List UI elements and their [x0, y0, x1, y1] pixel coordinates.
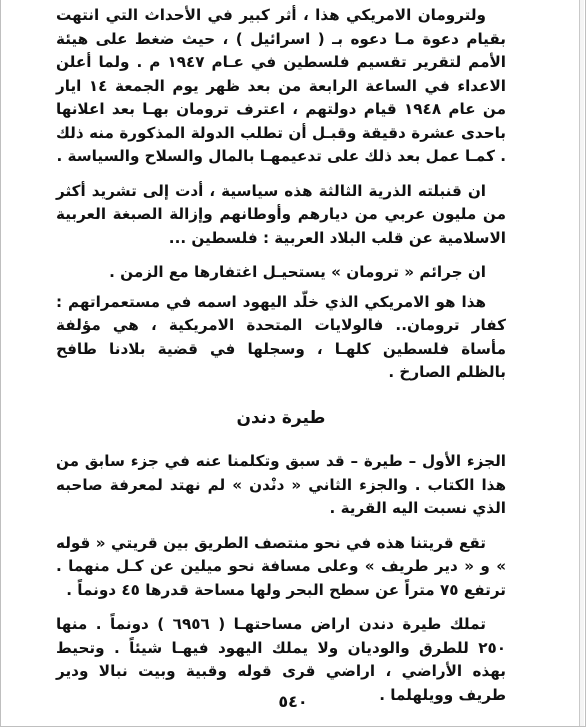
paragraph-truman-role: ولترومان الامريكي هذا ، أثر كبير في الأحداث التي انتهت بقيام دعوة مـا دعوه بـ ( اسرائيل ) ، حيث ضغط على هيئة الأمم لتقرير تقسيم فلسطين في عـام ١٩٤٧ م . ولما أعلن الاعداء في الساعة الرابعة من بعد ظهر يوم الجمعة ١٤ ايار من عام ١٩٤٨ قيام دولتهم ، اعترف ترومان بهـا بعد اعلانها باحدى عشرة دقيقة وقبـل أن تطلب الدولة المذكورة منه ذلك . كمـا عمل بعد ذلك على تدعيمهـا بالمال والسلاح والسياسة .	[56, 6, 506, 165]
paragraph-lands: تملك طيرة دندن اراض مساحتهـا ( ٦٩٥٦ ) دونماً . منها ٢٥٠ للطرق والوديان ولا يملك اليهود فيهـا شيئاً . وتحيط بهذه الأراضي ، اراضي قرى قوله وقبية وبيت نبالا ودير طريف وويلهلما .	[56, 615, 506, 704]
scrollbar-edge[interactable]	[579, 0, 584, 726]
section-heading: طيرة دندن	[236, 407, 326, 428]
paragraph-third-bomb: ان قنبلته الذرية الثالثة هذه سياسية ، أدت إلى تشريد أكثر من مليون عربي من ديارهم وأوطانهم وإزالة الصبغة العربية الاسلامية عن قلب البلاد العربية : فلسطين ...	[56, 181, 506, 247]
page-number: ٥٤٠	[278, 692, 308, 711]
document-page	[56, 4, 506, 718]
paragraph-truman-crimes: ان جرائم « ترومان » يستحيـل اغتفارها مع الزمن .	[109, 263, 486, 281]
paragraph-name-origin: الجزء الأول – طيرة – قد سبق وتكلمنا عنه في جزء سابق من هذا الكتاب . والجزء الثاني « دنْدن » لم نهتد لمعرفة صاحبه الذي نسبت اليه القرية .	[56, 452, 506, 517]
paragraph-location: تقع قريتنا هذه في نحو منتصف الطريق بين قريتي « قوله » و « دير طريف » وعلى مسافة نحو ميلين عن كـل منهما . ترتفع ٧٥ متراً عن سطح البحر ولها مساحة قدرها ٤٥ دونماً .	[56, 533, 506, 599]
paragraph-kfar-truman: هذا هو الامريكي الذي خلّد اليهود اسمه في مستعمراتهم : كفار ترومان.. فالولايات المتحدة الامريكية ، هي مؤلفة مأساة فلسطين كلهـا ، وسجلها في قضية بلادنا طافح بالظلم الصارخ .	[56, 292, 506, 381]
